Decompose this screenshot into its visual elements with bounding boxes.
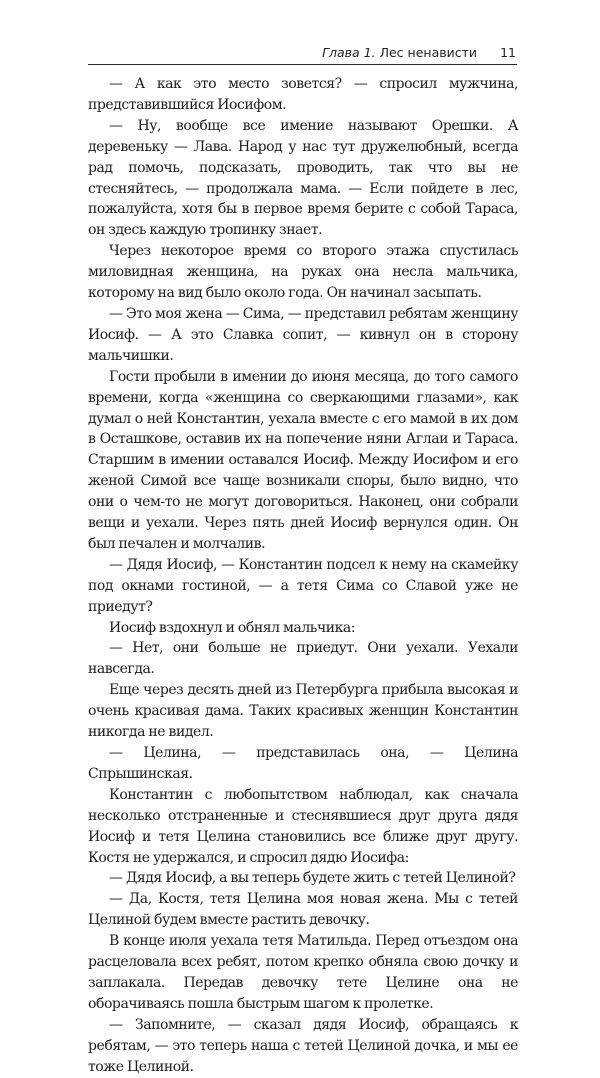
paragraph: — Да, Костя, тетя Целина моя новая жена. Мы с тетей Целиной будем вместе растить девочку. [88, 891, 518, 929]
paragraph: — Ну, вообще все имение называют Орешки. А деревеньку — Лава. Народ у нас тут дружелюбный, всегда рад помочь, подсказать, проводить, так что вы не стесняйтесь, — продолжала мама. — Если пойдете в лес, пожалуйста, хотя бы в первое время берите с собой Тараса, он здесь каждую тропинку знает. [88, 117, 518, 239]
paragraph: — Запомните, — сказал дядя Иосиф, обращаясь к ребятам, — это теперь наша с тетей Целиной дочка, и мы ее тоже Целиной. [88, 1016, 518, 1075]
paragraph: — Дядя Иосиф, — Константин подсел к нему на скамейку под окнами гостиной, — а тетя Сима со Славой уже не приедут? [88, 556, 518, 615]
running-header [88, 42, 517, 65]
paragraph: В конце июля уехала тетя Матильда. Перед отъездом она расцеловала всех ребят, потом крепко обняла свою дочку и заплакала. Передав девочку тете Целине она не оборачиваясь пошла быстрым шагом к пролетке. [88, 933, 518, 1012]
body-text [88, 74, 518, 1078]
chapter-title: Лес ненависти [379, 45, 477, 60]
paragraph: — А как это место зовется? — спросил мужчина, представившийся Иосифом. [88, 76, 518, 113]
paragraph: — Дядя Иосиф, а вы теперь будете жить с тетей Целиной? [109, 870, 516, 887]
paragraph: Через некоторое время со второго этажа спустилась миловидная женщина, на руках она несла мальчика, которому на вид было около года. Он начинал засыпать. [88, 243, 518, 302]
chapter-heading [322, 45, 477, 60]
paragraph: Константин с любопытством наблюдал, как сначала несколько отстраненные и стеснявшиеся друг друга дядя Иосиф и тетя Целина становились все ближе друг другу. Костя не удержался, и спросил дядю Иосифа: [88, 786, 518, 866]
paragraph: Иосиф вздохнул и обнял мальчика: [109, 619, 356, 636]
paragraph: — Целина, — представилась она, — Целина Спрышинская. [88, 745, 518, 782]
paragraph: Гости пробыли в имении до июня месяца, до того самого времени, когда «женщина со сверкающими глазами», как думал о ней Константин, уехала вместе с его мамой в их дом в Осташкове, оставив их на попечение няни Аглаи и Тараса. Старшим в имении оставался Иосиф. Между Иосифом и его женой Симой все чаще возникали споры, было видно, что они о чем-то не могут договориться. Наконец, они собрали вещи и уехали. Через пять дней Иосиф вернулся один. Он был печален и молчалив. [88, 368, 518, 552]
page-number: 11 [500, 45, 516, 60]
paragraph: Еще через десять дней из Петербурга прибыла высокая и очень красивая дама. Таких красивых женщин Константин никогда не видел. [88, 682, 518, 741]
paragraph: — Нет, они больше не приедут. Они уехали. Уехали навсегда. [88, 640, 518, 678]
paragraph: — Это моя жена — Сима, — представил ребятам женщину Иосиф. — А это Славка сопит, — кивнул он в сторону мальчишки. [88, 305, 518, 364]
chapter-label: Глава 1. [322, 45, 376, 60]
